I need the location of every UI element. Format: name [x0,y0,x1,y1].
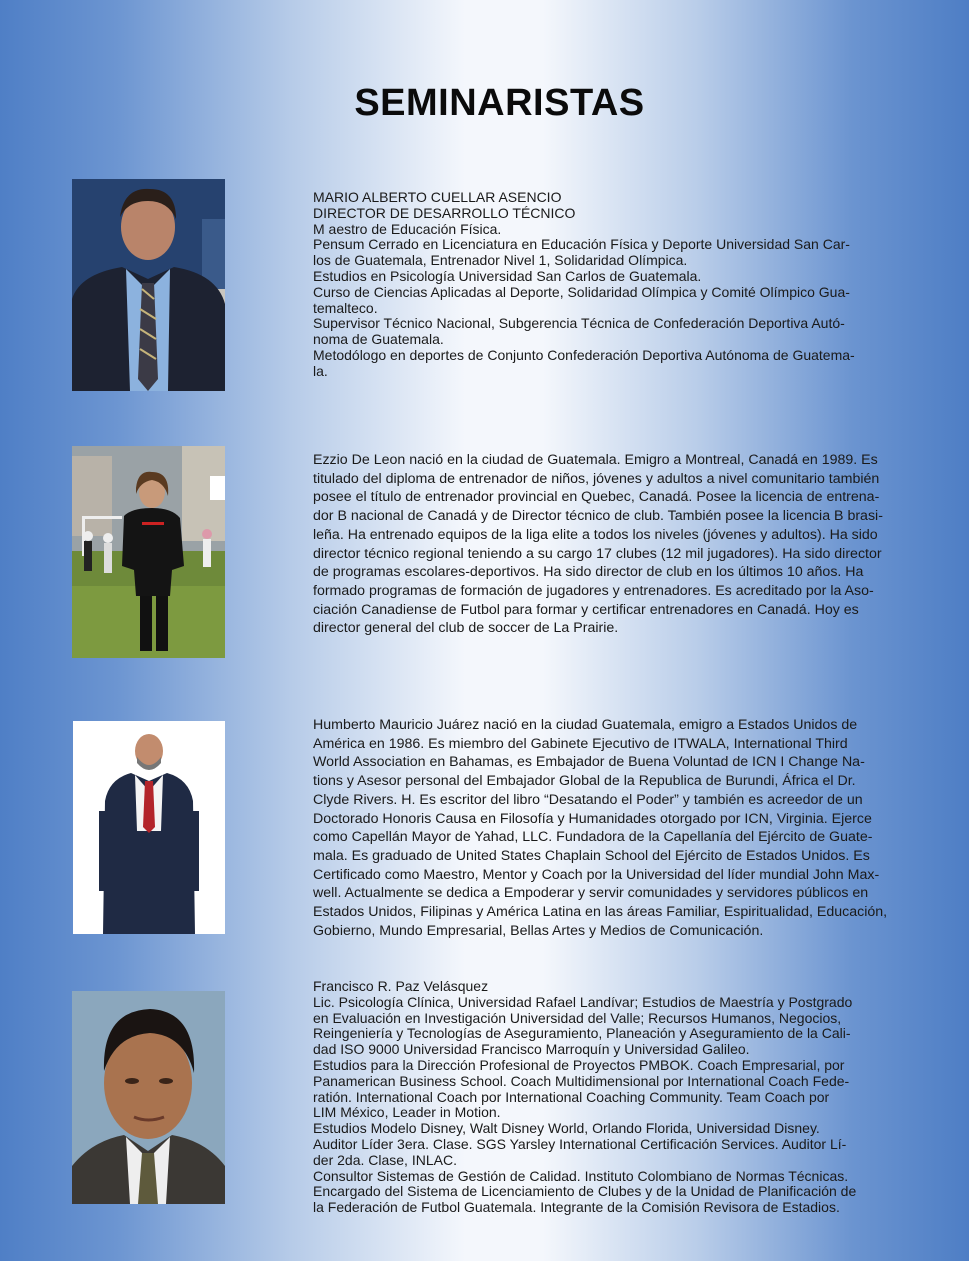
bio-2 [313,451,883,638]
bio-line: DIRECTOR DE DESARROLLO TÉCNICO [313,204,576,221]
bio-line: MARIO ALBERTO CUELLAR ASENCIO [313,189,562,205]
portrait-photo-1 [72,179,225,391]
bio-line: Ezzio De Leon nació en la ciudad de Guatemala. Emigro a Montreal, Canadá en 1989. Es [313,452,878,468]
bio-1 [313,190,879,380]
bio-line: noma de Guatemala. [313,331,444,348]
bio-line: formado programas de formación de jugadores y entrenadores. Es acreditado por la Aso- [313,582,874,599]
bio-line: Reingeniería y Tecnologías de Aseguramiento, Planeación y Aseguramiento de la Cali- [313,1025,851,1042]
bio-line: Francisco R. Paz Velásquez [313,978,489,994]
bio-line: dad ISO 9000 Universidad Francisco Marroquín y Universidad Galileo. [313,1041,750,1058]
bio-line: Curso de Ciencias Aplicadas al Deporte, Solidaridad Olímpica y Comité Olímpico Gua- [313,283,850,300]
bio-line: Metodólogo en deportes de Conjunto Confederación Deportiva Autónoma de Guatema- [313,346,855,363]
bio-line: Gobierno, Mundo Empresarial, Bellas Artes y Medios de Comunicación. [313,922,764,939]
bio-line: Certificado como Maestro, Mentor y Coach por la Universidad del líder mundial John Max- [313,866,880,883]
bio-line: ratión. International Coach por International Coaching Community. Team Coach por [313,1088,830,1105]
bio-line: Encargado del Sistema de Licenciamiento de Clubes y de la Unidad de Planificación de [313,1183,857,1200]
bio-line: M aestro de Educación Física. [313,220,502,237]
bio-line: Estudios para la Dirección Profesional de Proyectos PMBOK. Coach Empresarial, por [313,1056,845,1073]
bio-line: director general del club de soccer de La Prairie. [313,620,619,637]
bio-line: World Association en Bahamas, es Embajador de Buena Voluntad de ICN I Change Na- [313,754,865,771]
bio-line: Lic. Psicología Clínica, Universidad Rafael Landívar; Estudios de Maestría y Postgrado [313,993,853,1010]
bio-line: ciación Canadiense de Futbol para formar y certificar entrenadores en Canadá. Hoy es [313,601,859,618]
portrait-photo-4 [72,991,225,1204]
bio-line: LIM México, Leader in Motion. [313,1104,501,1121]
bio-line: la. [313,362,328,379]
bio-line: Panamerican Business School. Coach Multidimensional por International Coach Fede- [313,1072,850,1089]
bio-line: temalteco. [313,299,378,316]
bio-line: well. Actualmente se dedica a Empoderar y servir comunidades y servidores públicos en [313,885,869,902]
bio-line: leña. Ha entrenado equipos de la liga elite a todos los niveles (jóvenes y adultos). Ha sido [313,526,878,543]
bio-line: titulado del diploma de entrenador de niños, jóvenes y adultos a nivel comunitario también [313,470,880,487]
portrait-photo-3 [73,721,225,934]
bio-3 [313,716,888,940]
page-title: SEMINARISTAS [354,82,645,124]
bio-line: como Capellán Mayor de Yahad, LLC. Fundadora de la Capellanía del Ejército de Guate- [313,829,873,846]
bio-line: Estudios Modelo Disney, Walt Disney World, Orlando Florida, Universidad Disney. [313,1120,820,1137]
bio-line: director técnico regional teniendo a su cargo 17 clubes (12 mil jugadores). Ha sido director [313,545,882,562]
man-standing-in-suit-icon [73,721,225,934]
bio-line: posee el título de entrenador provincial en Quebec, Canadá. Posee la licencia de entrena- [313,489,880,506]
bio-line: Clyde Rivers. H. Es escritor del libro “Desatando el Poder” y también es acreedor de un [313,791,863,808]
bio-line: los de Guatemala, Entrenador Nivel 1, Solidaridad Olímpica. [313,252,688,269]
bio-line: Supervisor Técnico Nacional, Subgerencia Técnica de Confederación Deportiva Autó- [313,315,845,332]
bio-line: de programas escolares-deportivos. Ha sido director de club en los últimos 10 años. Ha [313,564,864,581]
bio-line: dor B nacional de Canadá y de Director técnico de club. También posee la licencia B brasi- [313,508,883,525]
bio-4 [313,979,879,1216]
bio-line: América en 1986. Es miembro del Gabinete Ejecutivo de ITWALA, International Third [313,735,848,752]
bio-line: Humberto Mauricio Juárez nació en la ciudad Guatemala, emigro a Estados Unidos de [313,717,858,733]
bio-line: la Federación de Futbol Guatemala. Integrante de la Comisión Revisora de Estadios. [313,1199,840,1216]
bio-line: der 2da. Clase, INLAC. [313,1151,457,1168]
portrait-photo-2 [72,446,225,658]
coach-on-soccer-field-icon [72,446,225,658]
bio-line: Auditor Líder 3era. Clase. SGS Yarsley International Certificación Services. Auditor Lí- [313,1135,847,1152]
bio-line: mala. Es graduado de United States Chaplain School del Ejército de Estados Unidos. Es [313,847,870,864]
man-in-suit-portrait-icon [72,179,225,391]
bio-line: en Evaluación en Investigación Universidad del Valle; Recursos Humanos, Negocios, [313,1009,842,1026]
bio-line: tions y Asesor personal del Embajador Global de la Republica de Burundi, África el Dr. [313,773,856,790]
bio-line: Doctorado Honoris Causa en Filosofía y Humanidades otorgado por ICN, Virginia. Ejerce [313,810,872,827]
man-headshot-icon [72,991,225,1204]
bio-line: Consultor Sistemas de Gestión de Calidad. Instituto Colombiano de Normas Técnicas. [313,1167,849,1184]
bio-line: Estudios en Psicología Universidad San Carlos de Guatemala. [313,267,702,284]
bio-line: Pensum Cerrado en Licenciatura en Educación Física y Deporte Universidad San Car- [313,236,850,253]
bio-line: Estados Unidos, Filipinas y América Latina en las áreas Familiar, Espiritualidad, Educación, [313,904,888,921]
